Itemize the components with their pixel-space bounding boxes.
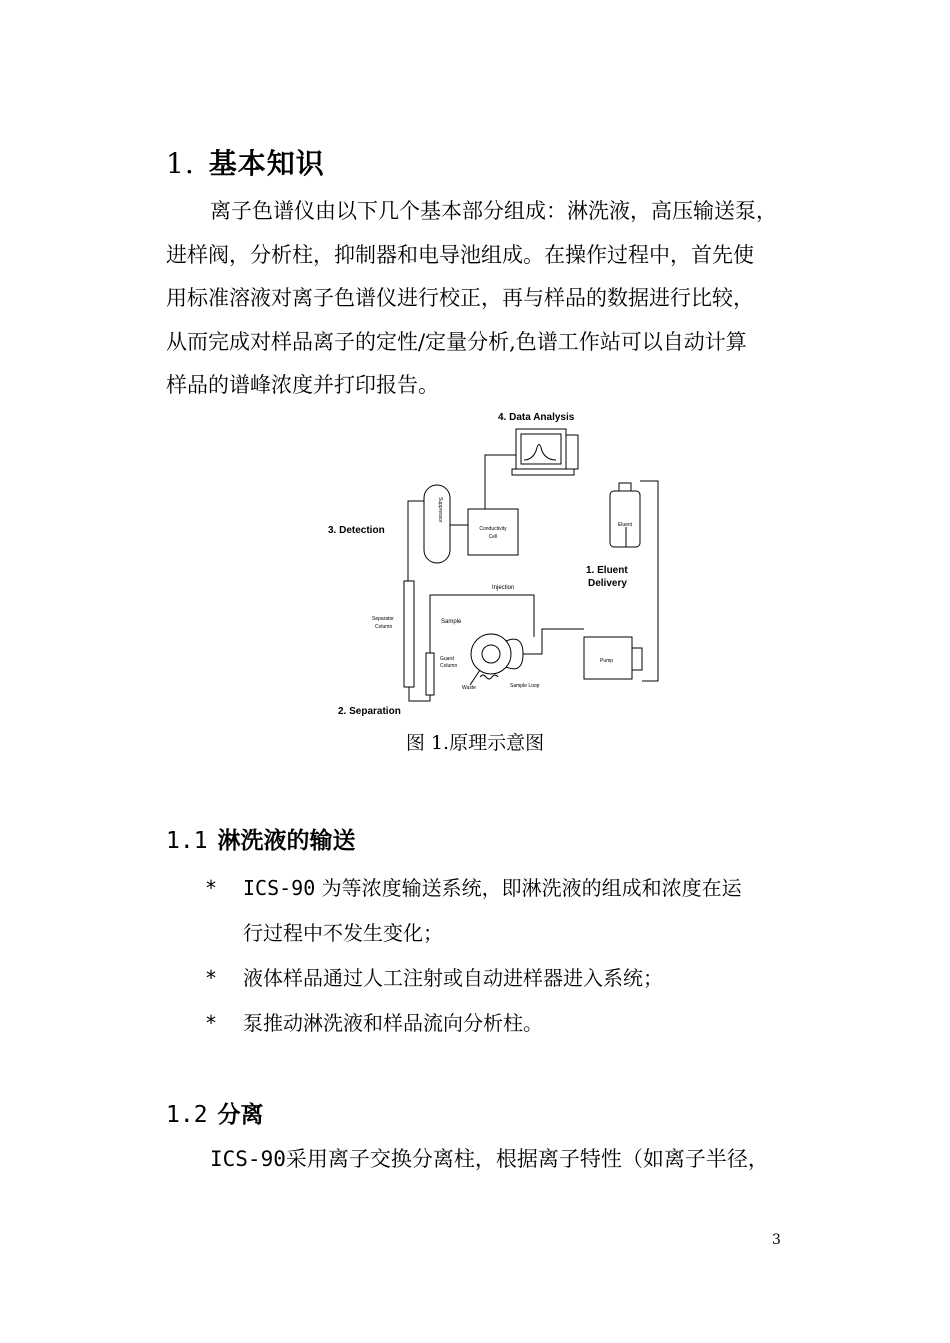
ion-chromatography-diagram bbox=[320, 405, 670, 720]
label-pump: Pump bbox=[600, 658, 614, 664]
guard-column-shape bbox=[426, 653, 434, 695]
keyboard-shape bbox=[512, 469, 574, 475]
intro-paragraph bbox=[166, 190, 786, 408]
label-cell-line2: Cell bbox=[488, 534, 498, 540]
intro-line-4: 从而完成对样品离子的定性/定量分析,色谱工作站可以自动计算 bbox=[166, 329, 747, 354]
tube-to-waste bbox=[470, 670, 480, 685]
label-sample-loop: Sample Loop bbox=[510, 683, 540, 689]
injection-valve-shape bbox=[471, 634, 511, 674]
section-1-2-number: 1.2 bbox=[166, 1102, 208, 1128]
label-waste: Waste bbox=[462, 685, 476, 691]
conductivity-cell-box bbox=[468, 509, 518, 555]
bullet-1-prefix: ICS-90 bbox=[243, 876, 316, 900]
tube-guard-to-separator bbox=[409, 687, 430, 701]
bullet-2-line1: 液体样品通过人工注射或自动进样器进入系统； bbox=[243, 966, 663, 990]
bullet-item-3 bbox=[205, 1001, 790, 1046]
bullet-mark: * bbox=[205, 1011, 218, 1035]
intro-line-1: 离子色谱仪由以下几个基本部分组成：淋洗液，高压输送泵， bbox=[210, 199, 777, 223]
suppressor-shape bbox=[424, 485, 450, 563]
tube-eluent-to-pump bbox=[640, 481, 658, 681]
label-sample: Sample bbox=[441, 619, 462, 625]
tube-cell-to-computer bbox=[485, 455, 516, 509]
section-1-1-bullet-list bbox=[205, 866, 790, 1046]
section-1-2-paragraph bbox=[166, 1138, 786, 1182]
bullet-mark: * bbox=[205, 966, 218, 990]
label-separator-line1: Separator bbox=[372, 616, 394, 622]
pump-head bbox=[632, 648, 642, 670]
section-1-1-title: 淋洗液的输送 bbox=[217, 828, 356, 854]
bullet-item-1 bbox=[205, 866, 790, 956]
separator-column-shape bbox=[404, 581, 414, 687]
label-eluent-bottle: Eluent bbox=[617, 522, 633, 528]
section-1-2-heading bbox=[166, 1096, 264, 1129]
label-guard-line1: Guard bbox=[440, 656, 454, 662]
bullet-1-line1: 为等浓度输送系统，即淋洗液的组成和浓度在运 bbox=[315, 876, 742, 900]
intro-line-5: 样品的谱峰浓度并打印报告。 bbox=[166, 373, 439, 397]
eluent-bottle-shape bbox=[610, 491, 640, 547]
section-1-1-heading bbox=[166, 822, 356, 855]
bullet-3-line1: 泵推动淋洗液和样品流向分析柱。 bbox=[243, 1011, 543, 1035]
bullet-mark: * bbox=[205, 876, 218, 900]
intro-line-2: 进样阀，分析柱，抑制器和电导池组成。在操作过程中，首先使 bbox=[166, 242, 754, 267]
bullet-1-line2: 行过程中不发生变化； bbox=[243, 921, 443, 945]
label-eluent-line2: Delivery bbox=[588, 578, 627, 589]
tube-pump-to-valve bbox=[523, 629, 584, 654]
tube-suppressor-to-column bbox=[408, 501, 424, 581]
label-cell-line1: Conductivity bbox=[479, 526, 507, 532]
section-1-heading bbox=[166, 142, 325, 182]
section-1-2-line: 采用离子交换分离柱，根据离子特性（如离子半径， bbox=[285, 1147, 769, 1171]
label-eluent-line1: 1. Eluent bbox=[586, 565, 628, 576]
label-separator-line2: Column bbox=[375, 624, 393, 630]
sample-loop-coil bbox=[480, 675, 498, 679]
bullet-item-2 bbox=[205, 956, 790, 1001]
section-1-2-title: 分离 bbox=[217, 1102, 264, 1128]
label-guard-line2: Column bbox=[440, 663, 458, 669]
section-1-number: 1. bbox=[166, 147, 195, 180]
label-data-analysis: 4. Data Analysis bbox=[498, 412, 575, 423]
section-1-2-prefix: ICS-90 bbox=[210, 1147, 286, 1171]
page-number: 3 bbox=[772, 1232, 781, 1248]
section-1-title: 基本知识 bbox=[208, 147, 325, 180]
eluent-bottle-cap bbox=[619, 483, 631, 491]
label-injection: Injection bbox=[492, 585, 515, 591]
computer-tower bbox=[566, 435, 578, 469]
label-suppressor: Suppressor bbox=[437, 497, 443, 523]
label-separation: 2. Separation bbox=[338, 706, 401, 717]
section-1-1-number: 1.1 bbox=[166, 828, 208, 854]
intro-line-3: 用标准溶液对离子色谱仪进行校正，再与样品的数据进行比较， bbox=[166, 286, 754, 310]
label-detection: 3. Detection bbox=[328, 525, 385, 536]
chromatogram-peak bbox=[524, 445, 556, 461]
figure-caption: 图 1.原理示意图 bbox=[405, 732, 545, 754]
valve-rotor bbox=[482, 645, 500, 663]
